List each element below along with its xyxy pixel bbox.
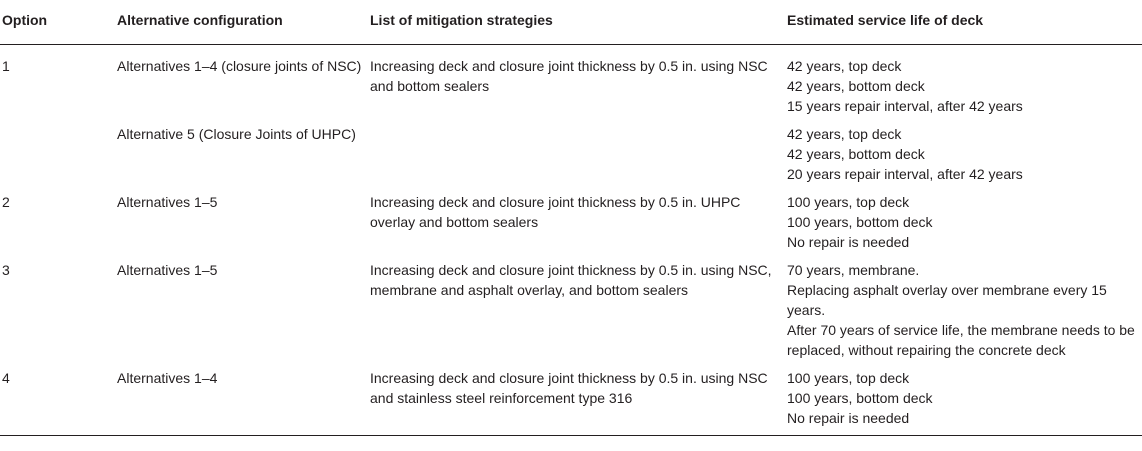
cell-alternative: Alternatives 1–5 [117, 194, 218, 210]
service-life-line: 100 years, top deck [787, 194, 910, 210]
table-row [0, 184, 1142, 252]
cell-service-life [785, 45, 1142, 117]
service-life-line: 42 years, bottom deck [787, 146, 925, 162]
cell-option: 4 [0, 360, 115, 436]
cell-service-life [785, 360, 1142, 436]
cell-strategies [368, 116, 785, 184]
header-option: Option [0, 0, 115, 45]
service-life-line: After 70 years of service life, the membrane needs to be replaced, without repairing the concrete deck [787, 322, 1135, 358]
cell-strategies: Increasing deck and closure joint thickness by 0.5 in. UHPC overlay and bottom sealers [370, 194, 741, 230]
table-header [0, 0, 1142, 45]
service-life-line: 20 years repair interval, after 42 years [787, 166, 1023, 182]
service-life-line: 42 years, top deck [787, 126, 902, 142]
service-life-line: No repair is needed [787, 410, 910, 426]
cell-strategies: Increasing deck and closure joint thickness by 0.5 in. using NSC, membrane and asphalt overlay, and bottom sealers [370, 262, 772, 298]
table-row [0, 45, 1142, 117]
service-life-line: No repair is needed [787, 234, 910, 250]
service-life-line: 100 years, top deck [787, 370, 910, 386]
service-life-line: 15 years repair interval, after 42 years [787, 98, 1023, 114]
header-service-life: Estimated service life of deck [785, 0, 1142, 45]
service-life-line: Replacing asphalt overlay over membrane every 15 years. [787, 282, 1107, 318]
header-row [0, 0, 1142, 45]
cell-service-life [785, 252, 1142, 360]
cell-alternative: Alternatives 1–5 [117, 262, 218, 278]
service-life-line: 42 years, top deck [787, 58, 902, 74]
cell-alternative: Alternatives 1–4 (closure joints of NSC) [117, 58, 362, 74]
cell-option: 2 [2, 194, 10, 210]
table-row [0, 116, 1142, 184]
cell-alternative: Alternative 5 (Closure Joints of UHPC) [117, 126, 356, 142]
service-life-line: 100 years, bottom deck [787, 214, 933, 230]
service-life-line: 70 years, membrane. [787, 262, 920, 278]
cell-option [0, 116, 115, 184]
cell-service-life [785, 184, 1142, 252]
cell-strategies: Increasing deck and closure joint thickness by 0.5 in. using NSC and stainless steel reinforcement type 316 [368, 360, 785, 436]
table-row [0, 252, 1142, 360]
header-strategies: List of mitigation strategies [368, 0, 785, 45]
table-body [0, 45, 1142, 436]
table-row [0, 360, 1142, 436]
cell-option: 3 [2, 262, 10, 278]
cell-strategies: Increasing deck and closure joint thickness by 0.5 in. using NSC and bottom sealers [370, 58, 768, 94]
cell-option: 1 [2, 58, 10, 74]
service-life-line: 42 years, bottom deck [787, 78, 925, 94]
header-alternative: Alternative configuration [115, 0, 368, 45]
cell-service-life [785, 116, 1142, 184]
service-life-line: 100 years, bottom deck [787, 390, 933, 406]
cell-alternative: Alternatives 1–4 [115, 360, 368, 436]
